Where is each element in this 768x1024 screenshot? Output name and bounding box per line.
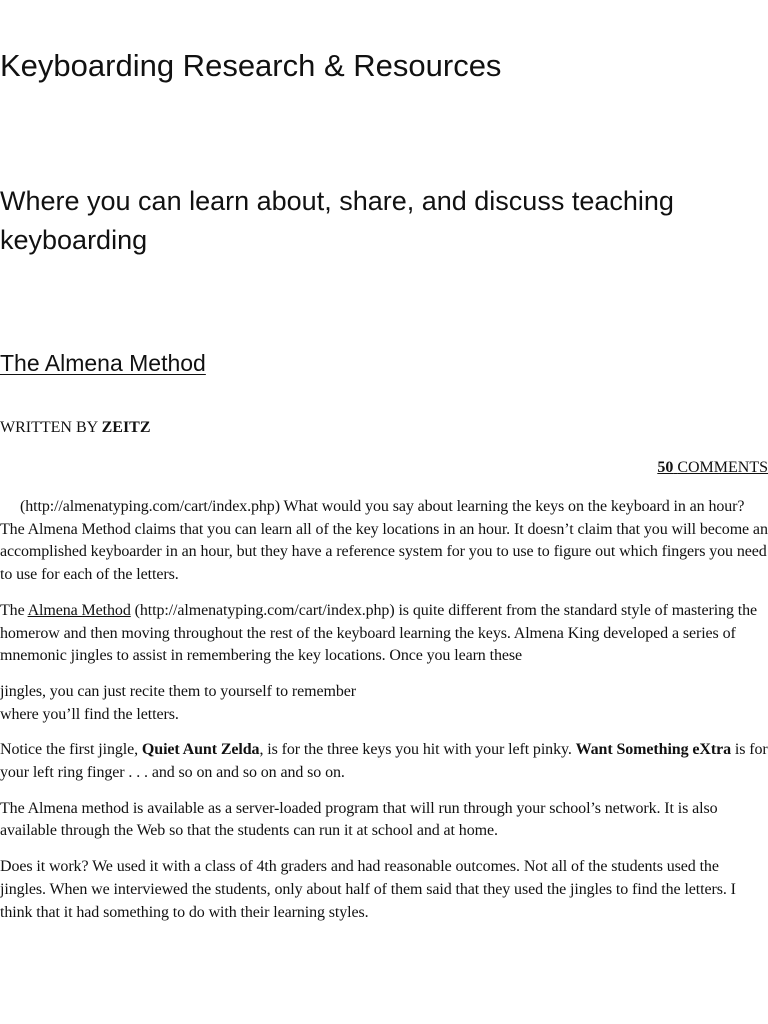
byline: [0, 417, 151, 439]
almena-method-link[interactable]: Almena Method: [27, 601, 131, 619]
paragraph-4-pre: Notice the first jingle,: [0, 741, 142, 759]
comments-count: 50: [657, 459, 674, 476]
paragraph-4-mid: , is for the three keys you hit with your left pinky.: [259, 741, 576, 759]
jingle-quiet-aunt-zelda: Quiet Aunt Zelda: [141, 741, 260, 759]
comments-link[interactable]: [657, 459, 768, 476]
comments-link-wrapper: [657, 457, 768, 479]
comments-label: COMMENTS: [677, 459, 768, 476]
post-title: [0, 346, 206, 380]
post-title-link[interactable]: The Almena Method: [0, 350, 206, 376]
author-name: ZEITZ: [101, 419, 151, 436]
paragraph-3: [0, 681, 768, 726]
site-tagline: Where you can learn about, share, and discuss teaching keyboarding: [0, 186, 674, 255]
paragraph-3-line-2: where you’ll find the letters.: [0, 705, 179, 723]
jingle-want-something-extra: Want Something eXtra: [575, 741, 731, 759]
paragraph-2: [0, 600, 768, 668]
paragraph-4: [0, 739, 768, 784]
paragraph-5: The Almena method is available as a server-loaded program that will run through your school’s network. It is also available through the Web so that the students can run it at school and at home.: [0, 799, 718, 840]
paragraph-4-post: is for your left ring finger . . . and so on and so on and so on.: [0, 741, 768, 782]
post-body: [0, 496, 768, 937]
paragraph-2-pre: The: [0, 601, 28, 619]
paragraph-6: Does it work? We used it with a class of 4th graders and had reasonable outcomes. Not all of the students used the jingles. When we interviewed the students, only about half of them said that they used the jingles to find the letters. I think that it had something to do with their learning styles.: [0, 858, 736, 921]
byline-prefix: WRITTEN BY: [0, 419, 98, 436]
paragraph-3-line-1: jingles, you can just recite them to yourself to remember: [0, 682, 356, 700]
paragraph-1: (http://almenatyping.com/cart/index.php) What would you say about learning the keys on the keyboard in an hour? The Almena Method claims that you can learn all of the key locations in an hour. It doesn’t claim that you will become an accomplished keyboarder in an hour, but they have a reference system for you to use to figure out which fingers you need to use for each of the letters.: [0, 498, 768, 584]
paragraph-2-post: (http://almenatyping.com/cart/index.php) is quite different from the standard style of mastering the homerow and then moving throughout the rest of the keyboard learning the keys. Almena King developed a series of mnemonic jingles to assist in remembering the key locations. Once you learn these: [0, 601, 758, 665]
site-title: Keyboarding Research & Resources: [0, 48, 502, 83]
